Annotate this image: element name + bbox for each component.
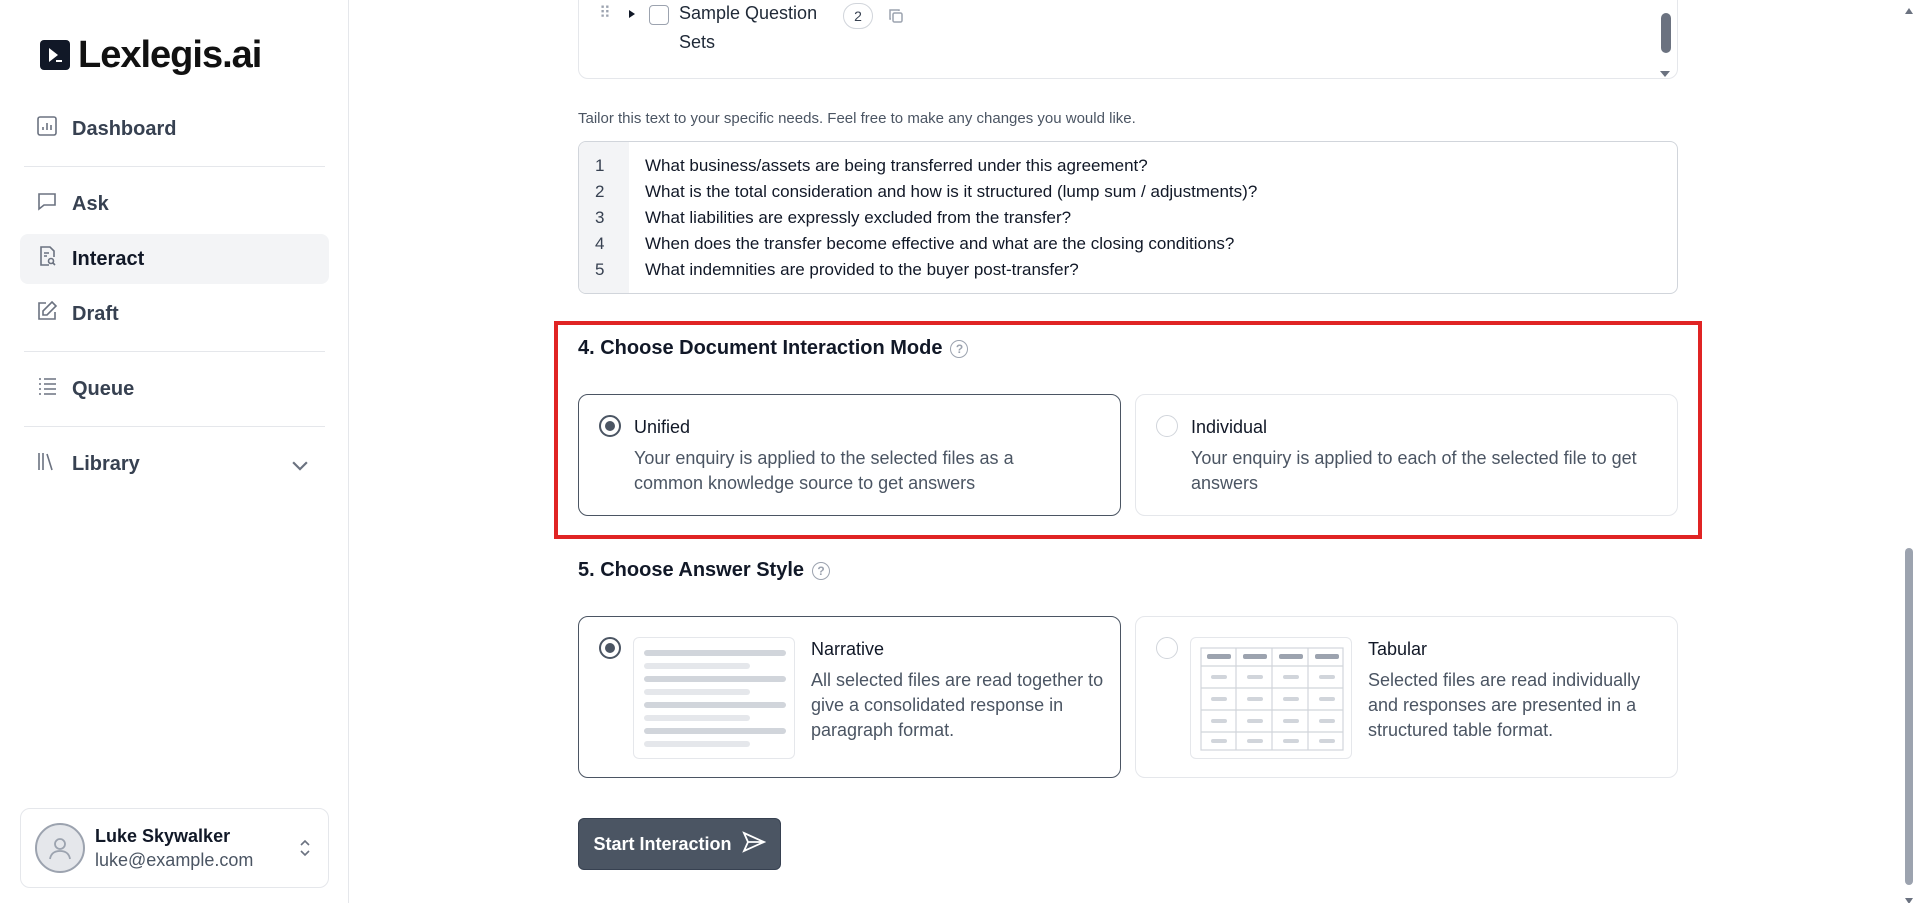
option-title: Narrative [811, 639, 885, 659]
option-description: Selected files are read individually and responses are presented in a structured table format. [1368, 670, 1641, 740]
question-set-tree [578, 0, 1678, 79]
sidebar-item-label: Draft [72, 302, 119, 325]
sidebar-item-library[interactable] [20, 439, 329, 489]
sidebar-item-label: Interact [72, 247, 145, 270]
help-icon[interactable]: ? [812, 562, 830, 580]
brand-logo[interactable] [40, 36, 261, 74]
narrative-preview-image [633, 637, 795, 759]
sidebar-item-interact[interactable] [20, 234, 329, 284]
list-icon [36, 375, 58, 403]
start-interaction-button[interactable] [578, 818, 781, 870]
tree-checkbox[interactable] [649, 5, 669, 25]
editor-line[interactable] [579, 257, 1079, 283]
editor-line[interactable] [579, 205, 1071, 231]
section-title: 4. Choose Document Interaction Mode [578, 337, 943, 359]
caret-right-icon[interactable] [625, 3, 639, 25]
scroll-down-arrow-icon[interactable] [1659, 65, 1671, 83]
page-scrollbar-thumb[interactable] [1905, 548, 1913, 885]
line-number: 3 [595, 208, 605, 227]
option-description: Your enquiry is applied to the selected files as a common knowledge source to get answers [634, 448, 1014, 493]
button-label: Start Interaction [593, 833, 732, 854]
help-icon[interactable]: ? [950, 340, 968, 358]
line-number: 5 [595, 260, 605, 279]
editor-line[interactable] [579, 153, 1148, 179]
editor-line[interactable] [579, 179, 1257, 205]
tree-scrollbar-thumb[interactable] [1661, 13, 1671, 53]
scroll-down-arrow-icon[interactable] [1904, 892, 1914, 903]
nav-divider [24, 351, 325, 352]
user-menu[interactable] [20, 808, 329, 888]
user-name: Luke Skywalker [95, 826, 231, 846]
sidebar [0, 0, 349, 903]
sidebar-item-label: Ask [72, 192, 109, 215]
chevron-down-icon[interactable] [289, 454, 311, 482]
tabular-preview-image [1190, 637, 1352, 759]
style-option-tabular[interactable] [1135, 616, 1678, 778]
option-description: Your enquiry is applied to each of the selected file to get answers [1191, 448, 1637, 493]
user-icon [45, 833, 75, 863]
sidebar-nav [20, 104, 329, 489]
option-title: Tabular [1368, 639, 1428, 659]
scroll-up-arrow-icon[interactable] [1904, 2, 1914, 20]
avatar [35, 823, 85, 873]
radio-tabular[interactable] [1156, 637, 1178, 659]
line-text[interactable]: What indemnities are provided to the buyer post-transfer? [645, 260, 1079, 279]
edit-icon [36, 300, 58, 328]
message-square-icon [36, 190, 58, 218]
chevron-up-down-icon[interactable] [298, 837, 312, 864]
sidebar-item-queue[interactable] [20, 364, 329, 414]
send-icon [742, 831, 766, 858]
line-text[interactable]: What business/assets are being transferred under this agreement? [645, 156, 1148, 175]
sidebar-item-ask[interactable] [20, 179, 329, 229]
answer-style-heading [578, 559, 830, 582]
copy-icon[interactable] [887, 7, 905, 30]
nav-divider [24, 426, 325, 427]
sidebar-item-draft[interactable] [20, 289, 329, 339]
books-icon [36, 450, 58, 478]
brand-name: Lexlegis.ai [78, 34, 262, 76]
editor-hint: Tailor this text to your specific needs. Feel free to make any changes you would like. [578, 110, 1136, 127]
editor-line[interactable] [579, 231, 1234, 257]
radio-narrative[interactable] [599, 637, 621, 659]
style-option-narrative[interactable] [578, 616, 1121, 778]
option-title: Unified [634, 417, 691, 437]
sidebar-item-label: Library [72, 452, 140, 475]
tree-row [599, 3, 905, 57]
option-title: Individual [1191, 417, 1268, 437]
line-text[interactable]: What liabilities are expressly excluded from the transfer? [645, 208, 1072, 227]
nav-divider [24, 166, 325, 167]
user-email: luke@example.com [95, 850, 254, 870]
page-scrollbar[interactable] [1900, 0, 1918, 903]
line-text[interactable]: What is the total consideration and how is it structured (lump sum / adjustments)? [645, 182, 1258, 201]
tree-item-label: Sample Question Sets [679, 3, 818, 52]
line-text[interactable]: When does the transfer become effective and what are the closing conditions? [645, 234, 1235, 253]
sidebar-item-dashboard[interactable] [20, 104, 329, 154]
drag-handle-icon[interactable]: ⠿ [599, 5, 612, 22]
line-number: 2 [595, 182, 605, 201]
section-title: 5. Choose Answer Style [578, 559, 804, 581]
line-number: 4 [595, 234, 605, 253]
count-badge: 2 [843, 3, 873, 29]
option-description: All selected files are read together to give a consolidated response in paragraph format. [811, 670, 1104, 740]
sidebar-item-label: Queue [72, 377, 135, 400]
highlight-annotation [554, 321, 1702, 539]
sidebar-item-label: Dashboard [72, 117, 177, 140]
bar-chart-icon [36, 115, 58, 143]
file-search-icon [36, 245, 58, 273]
question-editor[interactable] [578, 141, 1678, 294]
logo-mark-icon [40, 40, 70, 70]
line-number: 1 [595, 156, 605, 175]
